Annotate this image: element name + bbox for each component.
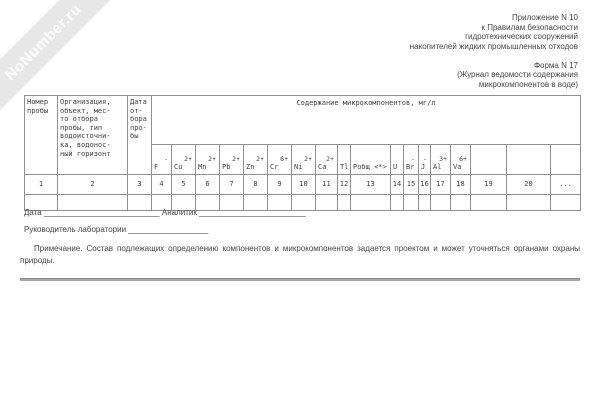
lab-head-blank-line: __________________	[128, 225, 209, 234]
element-header-cell	[391, 145, 404, 175]
bottom-divider-line	[20, 278, 580, 281]
element-symbol: Al	[433, 163, 442, 172]
header-line: водоисточни-	[60, 132, 111, 141]
header-line: Дата	[130, 98, 147, 106]
header-content-span	[152, 96, 581, 145]
element-charge: -	[423, 154, 427, 163]
element-charge	[392, 156, 402, 163]
element-header-cell	[268, 145, 292, 175]
element-symbol: F	[154, 163, 159, 172]
header-organization	[58, 96, 128, 175]
empty-data-cell	[316, 195, 338, 211]
column-number-cell: 9	[268, 175, 292, 195]
empty-data-cell	[419, 195, 431, 211]
empty-data-cell	[404, 195, 419, 211]
watermark-text: NoNumber.ru	[1, 0, 85, 84]
element-header-cell	[451, 145, 471, 175]
element-symbol: Ca	[318, 163, 327, 172]
element-header-cell	[551, 145, 581, 175]
element-charge	[508, 165, 549, 172]
element-header-cell	[507, 145, 551, 175]
element-symbol: U	[393, 163, 398, 172]
column-number-cell: 11	[316, 175, 338, 195]
empty-data-cell	[451, 195, 471, 211]
element-symbol: Zn	[246, 163, 255, 172]
element-symbol: Mn	[198, 163, 207, 172]
column-number-cell: 2	[58, 175, 128, 195]
element-symbol: Cr	[270, 163, 279, 172]
appendix-line: накопителей жидких промышленных отходов	[409, 41, 578, 51]
microcomponents-journal-table	[24, 95, 581, 211]
header-line: от-	[130, 106, 143, 115]
element-header-cell	[404, 145, 419, 175]
element-charge	[552, 165, 579, 172]
header-line: про-	[130, 123, 147, 132]
analyst-blank-line: ________________________	[199, 208, 306, 217]
column-number-cell: 18	[451, 175, 471, 195]
span-header-text: Содержание микрокомпонентов, мг/л	[296, 99, 436, 107]
column-number-cell: 19	[471, 175, 507, 195]
element-charge	[339, 156, 349, 163]
element-header-cell	[316, 145, 338, 175]
element-charge	[352, 156, 389, 163]
element-symbol: J	[421, 163, 426, 172]
empty-data-cell	[507, 195, 551, 211]
column-number-cell: 17	[431, 175, 451, 195]
element-charge: 2+	[304, 154, 312, 163]
header-line: то отбора	[60, 115, 98, 124]
element-header-cell	[244, 145, 268, 175]
element-charge: 2+	[256, 154, 264, 163]
signature-row-date-analyst	[24, 208, 306, 217]
element-charge: 2+	[184, 154, 192, 163]
empty-data-cell	[351, 195, 391, 211]
element-header-cell	[471, 145, 507, 175]
element-charge: 2+	[326, 154, 334, 163]
header-line: объект, мес-	[60, 106, 111, 115]
element-header-cell	[431, 145, 451, 175]
appendix-line: к Правилам безопасности	[481, 22, 578, 32]
column-number-cell: 15	[404, 175, 419, 195]
element-header-cell	[196, 145, 220, 175]
empty-data-cell	[551, 195, 581, 211]
element-header-cell	[351, 145, 391, 175]
empty-data-cell	[338, 195, 351, 211]
element-header-cell	[152, 145, 172, 175]
header-line: ный горизонт	[60, 149, 111, 158]
note-paragraph: Примечание. Состав подлежащих определению компонентов и микрокомпонентов задается проектом и может уточняться органами охраны природы.	[20, 244, 580, 265]
column-number-cell: 20	[507, 175, 551, 195]
document-header	[410, 13, 578, 89]
element-symbol: Ni	[294, 163, 303, 172]
column-number-cell: 5	[172, 175, 196, 195]
element-symbol: Tl	[340, 163, 349, 172]
date-label: Дата	[24, 208, 42, 217]
header-line: Организация,	[60, 98, 111, 106]
element-symbol: Робщ <*>	[353, 163, 387, 172]
empty-data-cell	[431, 195, 451, 211]
element-symbol: Cu	[174, 163, 183, 172]
element-symbol: Va	[453, 163, 462, 172]
element-charge: -	[411, 154, 415, 163]
appendix-line: гидротехнических сооружений	[465, 32, 578, 41]
appendix-line: Приложение N 10	[511, 13, 578, 22]
element-symbol: Br	[406, 163, 415, 172]
header-line: Номер	[27, 98, 49, 106]
element-charge: -	[164, 154, 168, 163]
column-number-cell: 13	[351, 175, 391, 195]
element-header-cell	[172, 145, 196, 175]
column-number-cell: 16	[419, 175, 431, 195]
column-number-cell: 12	[338, 175, 351, 195]
element-charge: 6+	[459, 154, 467, 163]
column-number-cell: 1	[25, 175, 58, 195]
column-number-cell: 3	[128, 175, 152, 195]
table-container	[24, 95, 581, 211]
header-spacer	[410, 51, 578, 61]
form-line: (Журнал ведомости содержания	[457, 70, 578, 79]
header-line: бора	[130, 115, 147, 124]
empty-data-cell	[391, 195, 404, 211]
analyst-label: Аналитик	[161, 208, 197, 217]
column-number-cell: 6	[196, 175, 220, 195]
header-line: пробы, тип	[60, 123, 103, 132]
element-header-cell	[419, 145, 431, 175]
element-charge: 6+	[280, 154, 288, 163]
element-header-cell	[292, 145, 316, 175]
header-line: ка, водонос-	[60, 140, 111, 149]
column-number-cell: 10	[292, 175, 316, 195]
element-header-cell	[220, 145, 244, 175]
lab-head-label: Руководитель лаборатории	[24, 225, 127, 234]
date-blank-line: __________________________	[43, 208, 160, 217]
column-number-cell: ...	[551, 175, 581, 195]
header-line: пробы	[27, 106, 49, 115]
header-sample-number	[25, 96, 58, 175]
column-number-cell: 4	[152, 175, 172, 195]
column-number-cell: 14	[391, 175, 404, 195]
empty-data-cell	[471, 195, 507, 211]
header-sample-date	[128, 96, 152, 175]
element-charge: 3+	[439, 154, 447, 163]
form-line: микрокомпонентов в воде)	[478, 79, 578, 89]
element-charge: 2+	[208, 154, 216, 163]
signature-row-lab-head	[24, 225, 208, 234]
column-number-cell: 8	[244, 175, 268, 195]
column-number-cell: 7	[220, 175, 244, 195]
element-charge: 2+	[232, 154, 240, 163]
element-header-cell	[338, 145, 351, 175]
header-line: бы	[130, 132, 139, 141]
element-symbol: Pb	[222, 163, 231, 172]
form-line: Форма N 17	[533, 60, 578, 70]
element-charge	[472, 165, 505, 172]
